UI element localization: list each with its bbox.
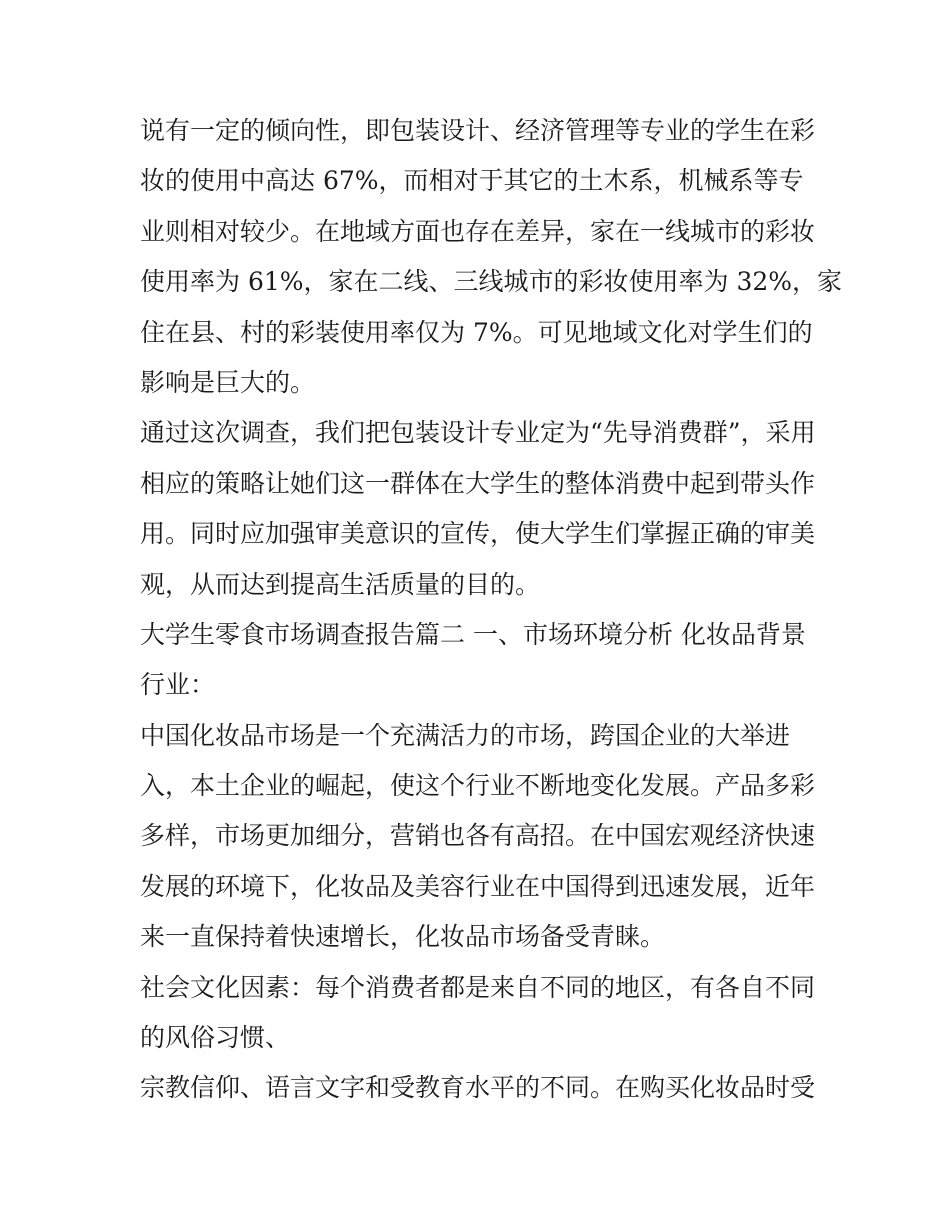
text-line: 的风俗习惯、 xyxy=(140,1023,291,1053)
text-line: 住在县、村的彩装使用率仅为 7%。可见地域文化对学生们的 xyxy=(140,317,813,347)
text-line: 妆的使用中高达 67%，而相对于其它的土木系，机械系等专 xyxy=(140,166,804,196)
body-text xyxy=(140,106,843,1114)
text-line: 相应的策略让她们这一群体在大学生的整体消费中起到带头作 xyxy=(140,468,816,498)
section-heading-line: 大学生零食市场调查报告篇二 一、市场环境分析 化妆品背景 xyxy=(140,619,806,649)
text-line: 入，本土企业的崛起，使这个行业不断地变化发展。产品多彩 xyxy=(140,771,816,801)
text-line: 发展的环境下，化妆品及美容行业在中国得到迅速发展，近年 xyxy=(140,871,816,901)
section-heading-line: 行业： xyxy=(140,670,216,700)
text-line: 使用率为 61%，家在二线、三线城市的彩妆使用率为 32%，家 xyxy=(140,267,843,297)
text-line: 多样，市场更加细分，营销也各有高招。在中国宏观经济快速 xyxy=(140,821,816,851)
text-line: 宗教信仰、语言文字和受教育水平的不同。在购买化妆品时受 xyxy=(140,1073,816,1103)
text-line: 通过这次调查，我们把包装设计专业定为“先导消费群”，采用 xyxy=(140,418,816,448)
text-line: 社会文化因素：每个消费者都是来自不同的地区，有各自不同 xyxy=(140,972,816,1002)
text-line: 业则相对较少。在地域方面也存在差异，家在一线城市的彩妆 xyxy=(140,216,816,246)
text-line: 中国化妆品市场是一个充满活力的市场，跨国企业的大举进 xyxy=(140,720,791,750)
text-line: 用。同时应加强审美意识的宣传，使大学生们掌握正确的审美 xyxy=(140,519,816,549)
text-line: 来一直保持着快速增长，化妆品市场备受青睐。 xyxy=(140,922,666,952)
text-line: 说有一定的倾向性，即包装设计、经济管理等专业的学生在彩 xyxy=(140,116,816,145)
text-line: 影响是巨大的。 xyxy=(140,367,316,397)
text-line: 观，从而达到提高生活质量的目的。 xyxy=(140,569,541,599)
